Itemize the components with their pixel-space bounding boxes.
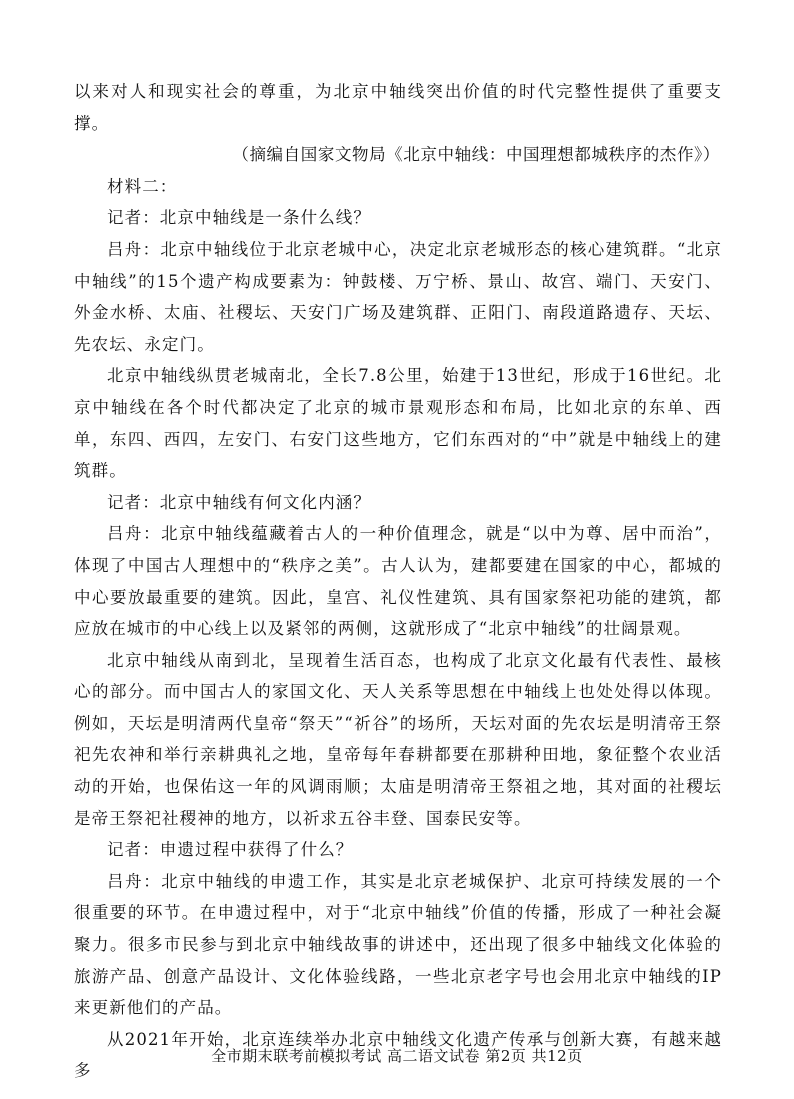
paragraph-question-3: 记者：申遗过程中获得了什么？ — [107, 840, 354, 860]
paragraph-answer-3: 吕舟：北京中轴线的申遗工作，其实是北京老城保护、北京可持续发展的一个很重要的环节。在申遗过程中，对于“北京中轴线”价值的传播，形成了一种社会凝聚力。很多市民参与到北京中轴线故事的讲述中，还出现了很多中轴线文化体验的旅游产品、创意产品设计、文化体验线路，一些北京老字号也会用北京中轴线的IP来更新他们的产品。 — [74, 871, 722, 1018]
page-footer: 全市期末联考前模拟考试 高二语文试卷 第2页 共12页 — [211, 1047, 583, 1065]
material-heading: 材料二： — [107, 176, 178, 196]
paragraph-answer-2: 吕舟：北京中轴线蕴藏着古人的一种价值理念，就是“以中为尊、居中而治”，体现了中国古人理想中的“秩序之美”。古人认为，建都要建在国家的中心，都城的中心要放最重要的建筑。因此，皇宫、礼仪性建筑、具有国家祭祀功能的建筑，都应放在城市的中心线上以及紧邻的两侧，这就形成了“北京中轴线”的壮阔景观。 — [74, 524, 722, 639]
document-body — [74, 76, 722, 1087]
paragraph-question-2: 记者：北京中轴线有何文化内涵？ — [107, 492, 371, 512]
paragraph-answer-1b: 北京中轴线纵贯老城南北，全长7.8公里，始建于13世纪，形成于16世纪。北京中轴线在各个时代都决定了北京的城市景观形态和布局，比如北京的东单、西单，东四、西四，左安门、右安门这些地方，它们东西对的“中”就是中轴线上的建筑群。 — [74, 366, 722, 481]
paragraph-answer-1: 吕舟：北京中轴线位于北京老城中心，决定北京老城形态的核心建筑群。“北京中轴线”的15个遗产构成要素为：钟鼓楼、万宁桥、景山、故宫、端门、天安门、外金水桥、太庙、社稷坛、天安门广场及建筑群、正阳门、南段道路遗存、天坛、先农坛、永定门。 — [74, 239, 722, 354]
paragraph-answer-3b: 从2021年开始，北京连续举办北京中轴线文化遗产传承与创新大赛，有越来越多 — [74, 1029, 722, 1081]
source-citation: （摘编自国家文物局《北京中轴线：中国理想都城秩序的杰作》） — [232, 145, 720, 165]
paragraph-question-1: 记者：北京中轴线是一条什么线？ — [107, 208, 371, 228]
paragraph-continuation: 以来对人和现实社会的尊重，为北京中轴线突出价值的时代完整性提供了重要支撑。 — [74, 82, 722, 133]
paragraph-answer-2b: 北京中轴线从南到北，呈现着生活百态，也构成了北京文化最有代表性、最核心的部分。而中国古人的家国文化、天人关系等思想在中轴线上也处处得以体现。例如，天坛是明清两代皇帝“祭天”“祈谷”的场所，天坛对面的先农坛是明清帝王祭祀先农神和举行亲耕典礼之地，皇帝每年春耕都要在那耕种田地，象征整个农业活动的开始，也保佑这一年的风调雨顺；太庙是明清帝王祭祖之地，其对面的社稷坛是帝王祭祀社稷神的地方，以祈求五谷丰登、国泰民安等。 — [74, 650, 722, 828]
